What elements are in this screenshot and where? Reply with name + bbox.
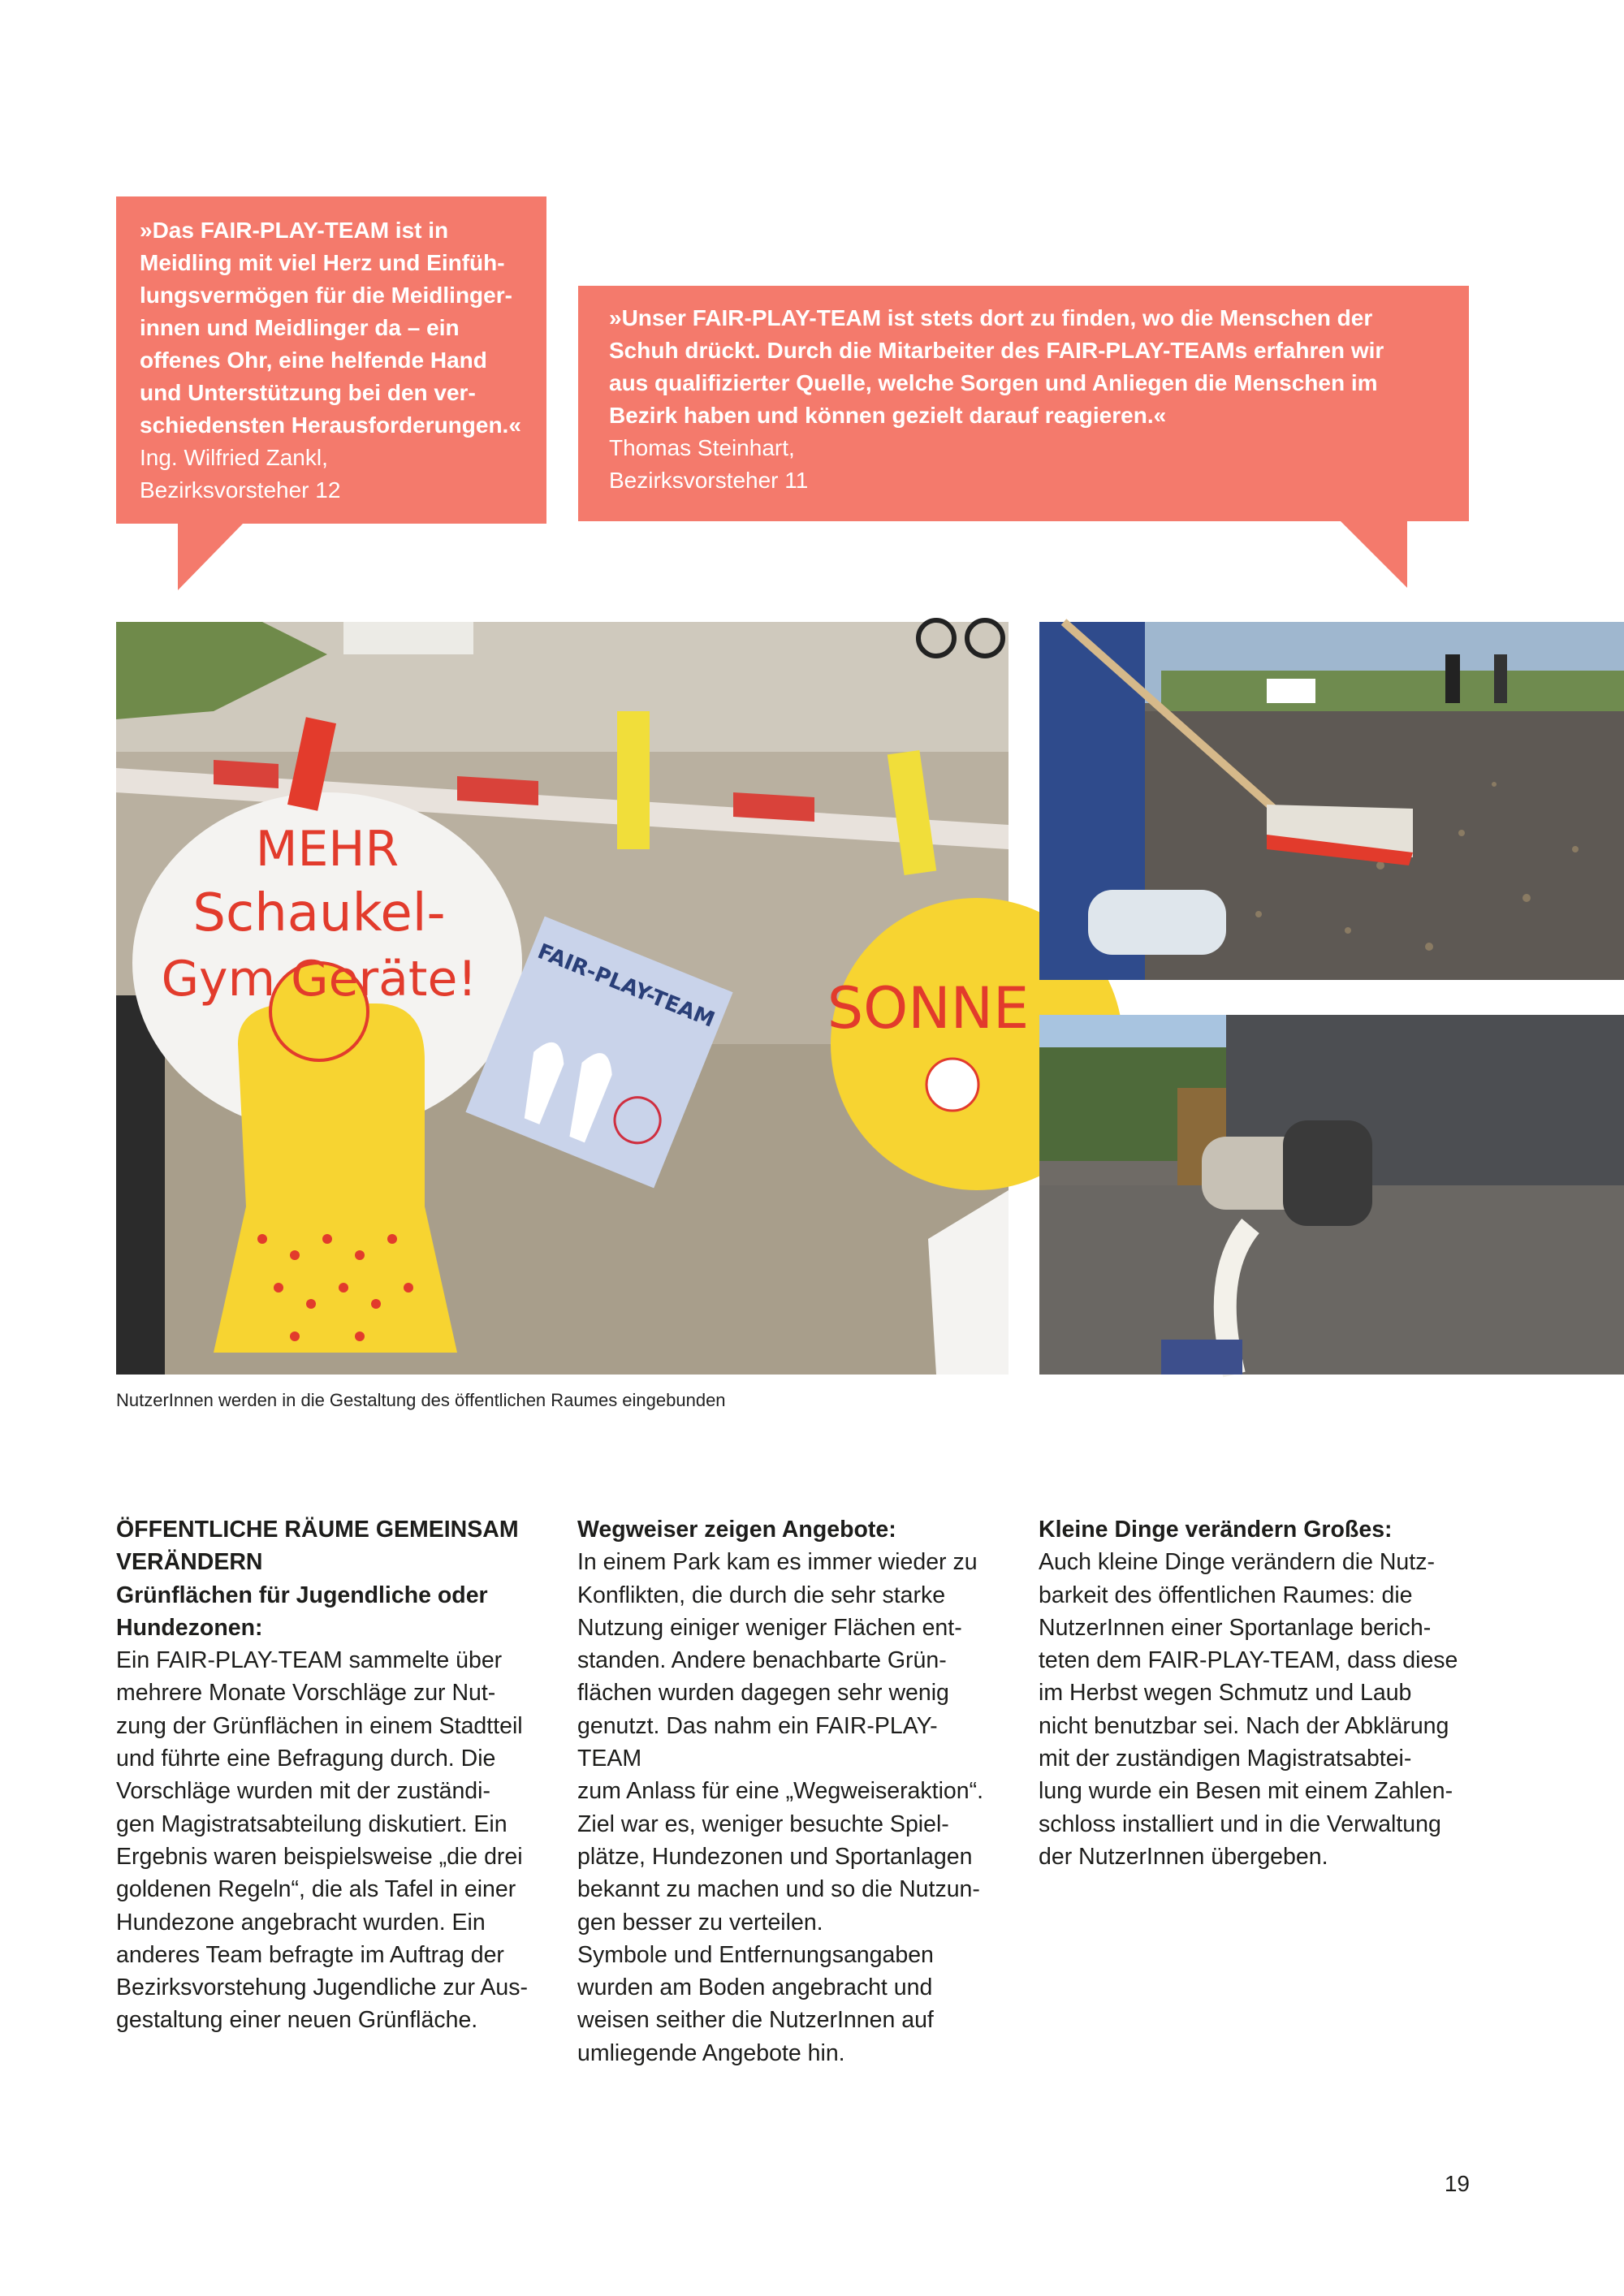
speech-bubble-tail	[178, 524, 243, 590]
column-body-line: nicht benutzbar sei. Nach der Abklärung	[1039, 1712, 1449, 1739]
quote-text-line: und Unterstützung bei den ver-	[140, 380, 476, 405]
card-text-line: FAIR-PLAY-TEAM	[533, 939, 719, 1033]
quote-text-line: Meidling mit viel Herz und Einfüh-	[140, 250, 505, 275]
column-heading-line: ÖFFENTLICHE RÄUME GEMEINSAM	[116, 1517, 519, 1543]
text-column-signposts	[577, 1513, 1000, 2069]
sign-text-line: SONNE	[827, 975, 1030, 1042]
column-body-line: gen Magistratsabteilung diskutiert. Ein	[116, 1810, 508, 1837]
column-body-line: mehrere Monate Vorschläge zur Nut-	[116, 1680, 496, 1707]
column-body-line: lung wurde ein Besen mit einem Zahlen-	[1039, 1778, 1453, 1805]
quote-bubble-steinhart	[578, 286, 1469, 521]
column-body-line: Ergebnis waren beispielsweise „die drei	[116, 1843, 523, 1870]
column-body-line: im Herbst wegen Schmutz und Laub	[1039, 1680, 1412, 1707]
column-body-line: anderes Team befragte im Auftrag der	[116, 1941, 504, 1968]
photo-caption: NutzerInnen werden in die Gestaltung des öffentlichen Raumes eingebunden	[116, 1390, 726, 1410]
quote-text-line: »Das FAIR-PLAY-TEAM ist in	[140, 218, 449, 243]
column-heading-line: Kleine Dinge verändern Großes:	[1039, 1517, 1393, 1543]
column-body-line: barkeit des öffentlichen Raumes: die	[1039, 1582, 1413, 1608]
column-body-line: Hundezone angebracht wurden. Ein	[116, 1909, 486, 1936]
column-body-line: Vorschläge wurden mit der zuständi-	[116, 1778, 490, 1805]
column-body-line: teten dem FAIR-PLAY-TEAM, dass diese	[1039, 1647, 1458, 1674]
column-body-line: gestaltung einer neuen Grünfläche.	[116, 2007, 478, 2034]
column-body-line: plätze, Hundezonen und Sportanlagen	[577, 1843, 973, 1870]
column-body-line: gen besser zu verteilen.	[577, 1909, 823, 1936]
column-body-line: zung der Grünflächen in einem Stadtteil	[116, 1712, 523, 1739]
column-heading-line: Hundezonen:	[116, 1614, 263, 1641]
column-body-line: Symbole und Entfernungsangaben	[577, 1941, 934, 1968]
column-body-line: mit der zuständigen Magistratsabtei-	[1039, 1746, 1412, 1772]
quote-text-line: lungsvermögen für die Meidlinger-	[140, 283, 512, 308]
text-column-public-spaces	[116, 1513, 538, 2037]
column-body-line: In einem Park kam es immer wieder zu	[577, 1549, 978, 1576]
quote-text-line: Bezirk haben und können gezielt darauf reagieren.«	[609, 403, 1167, 428]
quote-author-line: Bezirksvorsteher 12	[140, 477, 341, 503]
column-body-line: genutzt. Das nahm ein FAIR-PLAY-TEAM	[577, 1712, 938, 1772]
column-body-line: der NutzerInnen übergeben.	[1039, 1843, 1328, 1870]
column-heading-line: VERÄNDERN	[116, 1549, 263, 1576]
page-number: 19	[1444, 2171, 1470, 2196]
column-body-line: und führte eine Befragung durch. Die	[116, 1746, 496, 1772]
column-body-line: standen. Andere benachbarte Grün-	[577, 1647, 947, 1674]
quote-bubble-zankl	[116, 196, 546, 524]
column-body-line: wurden am Boden angebracht und	[577, 1974, 933, 2001]
column-body-line: Ziel war es, weniger besuchte Spiel-	[577, 1810, 949, 1837]
photo-signs-on-line	[116, 622, 1030, 1375]
column-heading-line: Wegweiser zeigen Angebote:	[577, 1517, 896, 1543]
quote-text-line: innen und Meidlinger da – ein	[140, 315, 460, 340]
column-body-line: Ein FAIR-PLAY-TEAM sammelte über	[116, 1647, 503, 1674]
photo-floor-marking	[1039, 1015, 1624, 1375]
column-body-line: umliegende Angebote hin.	[577, 2039, 845, 2066]
quote-author-line: Ing. Wilfried Zankl,	[140, 445, 328, 470]
column-body-line: flächen wurden dagegen sehr wenig	[577, 1680, 949, 1707]
column-heading-line: Grünflächen für Jugendliche oder	[116, 1582, 488, 1608]
quote-text-line: »Unser FAIR-PLAY-TEAM ist stets dort zu finden, wo die Menschen der	[609, 305, 1373, 330]
text-column-small-things	[1039, 1513, 1461, 1873]
sign-text-line: MEHR	[255, 821, 400, 878]
sign-text-line: Gym Geräte!	[161, 951, 477, 1008]
quote-text-line: aus qualifizierter Quelle, welche Sorgen und Anliegen die Menschen im	[609, 370, 1378, 395]
quote-author-line: Thomas Steinhart,	[609, 435, 795, 460]
quote-text-line: offenes Ohr, eine helfende Hand	[140, 347, 487, 373]
column-body-line: goldenen Regeln“, die als Tafel in einer	[116, 1876, 516, 1903]
photo-broom-sweeping	[1039, 622, 1624, 980]
quote-text-line: Schuh drückt. Durch die Mitarbeiter des FAIR-PLAY-TEAMs erfahren wir	[609, 338, 1384, 363]
column-body-line: bekannt zu machen und so die Nutzun-	[577, 1876, 980, 1903]
column-body-line: Nutzung einiger weniger Flächen ent-	[577, 1614, 962, 1641]
column-body-line: Auch kleine Dinge verändern die Nutz-	[1039, 1549, 1435, 1576]
speech-bubble-tail	[1341, 521, 1407, 588]
column-body-line: NutzerInnen einer Sportanlage berich-	[1039, 1614, 1432, 1641]
column-body-line: Bezirksvorstehung Jugendliche zur Aus-	[116, 1974, 528, 2001]
quote-author-line: Bezirksvorsteher 11	[609, 468, 809, 493]
sign-text-line: Schaukel-	[192, 883, 446, 943]
column-body-line: weisen seither die NutzerInnen auf	[577, 2007, 934, 2034]
column-body-line: schloss installiert und in die Verwaltung	[1039, 1810, 1441, 1837]
column-body-line: Konflikten, die durch die sehr starke	[577, 1582, 946, 1608]
column-body-line: zum Anlass für eine „Wegweiseraktion“.	[577, 1778, 984, 1805]
quote-text-line: schiedensten Herausforderungen.«	[140, 412, 521, 438]
